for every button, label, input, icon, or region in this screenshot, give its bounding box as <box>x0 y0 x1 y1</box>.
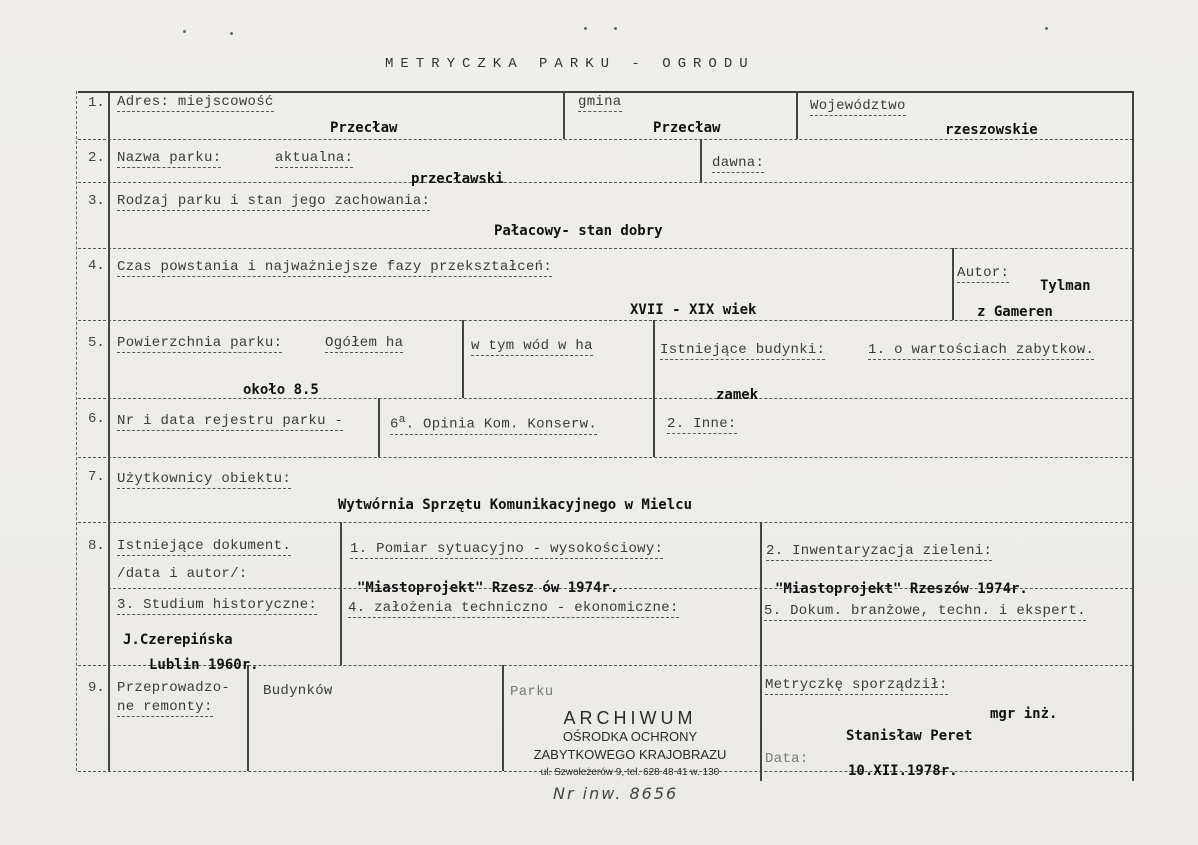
archive-stamp-title: ARCHIWUM <box>563 708 697 728</box>
repairs-label-2: ne remonty: <box>117 699 213 715</box>
r1-divider-2 <box>796 91 798 139</box>
survey-value: "Miastoprojekt" Rzesz ów 1974r. <box>357 580 619 596</box>
study-value-2: Lublin 1960r. <box>149 657 259 673</box>
users-value: Wytwórnia Sprzętu Komunikacyjnego w Mielcu <box>338 497 693 513</box>
opinion-number: 6 <box>390 416 399 433</box>
dust-mark <box>614 27 617 30</box>
opinion-text: . Opinia Kom. Konserw. <box>405 416 598 433</box>
row-line-top <box>78 91 1133 93</box>
repairs-buildings-label: Budynków <box>263 683 333 699</box>
period-value: XVII - XIX wiek <box>630 302 757 318</box>
former-name-label: dawna: <box>712 155 765 171</box>
author-value-1: Tylman <box>1040 278 1091 294</box>
archive-stamp-line-2: OŚRODKA OCHRONY <box>562 729 698 744</box>
dust-mark <box>1045 27 1048 30</box>
sector-docs-label: 5. Dokum. branżowe, techn. i ekspert. <box>764 603 1086 619</box>
author-label: Autor: <box>957 265 1010 281</box>
study-value-1: J.Czerepińska <box>123 632 233 648</box>
row-number-3: 3. <box>88 193 105 209</box>
documents-label-2: /data i autor/: <box>117 566 248 582</box>
users-label: Użytkownicy obiektu: <box>117 471 292 487</box>
buildings-value: zamek <box>716 387 759 403</box>
row-line-4 <box>78 320 1133 321</box>
inventory-value: "Miastoprojekt" Rzeszów 1974r. <box>775 581 1028 597</box>
dust-mark <box>584 27 587 30</box>
inventory-label: 2. Inwentaryzacja zieleni: <box>766 543 993 559</box>
row-line-2 <box>78 182 1133 183</box>
current-name-value: przecławski <box>411 171 504 187</box>
r5-divider-1 <box>462 320 464 398</box>
compiler-title: mgr inż. <box>990 706 1058 722</box>
archive-stamp-line-3: ZABYTKOWEGO KRAJOBRAZU <box>533 747 727 762</box>
row-number-6: 6. <box>88 411 105 427</box>
dust-mark <box>183 30 186 33</box>
compiler-label: Metryczkę sporządził: <box>765 677 948 693</box>
documents-label-1: Istniejące dokument. <box>117 538 292 554</box>
gmina-label: gmina <box>578 94 622 110</box>
buildings-label: Istniejące budynki: <box>660 342 826 358</box>
gmina-value: Przecław <box>653 120 721 136</box>
r9-divider-1 <box>247 665 249 771</box>
buildings-sub-label: 1. o wartościach zabytkow. <box>868 342 1095 358</box>
r6-divider-2 <box>653 398 655 457</box>
r9-divider-2 <box>502 665 504 771</box>
inventory-number-handwritten: Nr inw. 8656 <box>553 784 679 803</box>
row-line-5 <box>78 398 1133 399</box>
r9-divider-3 <box>760 665 762 781</box>
survey-label: 1. Pomiar sytuacyjno - wysokościowy: <box>350 541 664 557</box>
repairs-park-label: Parku <box>510 684 554 700</box>
row-number-9: 9. <box>88 680 105 696</box>
area-label: Powierzchnia parku: <box>117 335 283 351</box>
dust-mark <box>230 32 233 35</box>
r6-divider-1 <box>378 398 380 457</box>
total-area-value: około 8.5 <box>243 382 319 398</box>
period-label: Czas powstania i najważniejsze fazy przekształceń: <box>117 259 553 275</box>
row-line-6 <box>78 457 1133 458</box>
address-value: Przecław <box>330 120 398 136</box>
document-title: METRYCZKA PARKU - OGRODU <box>385 56 755 72</box>
park-name-label: Nazwa parku: <box>117 150 222 166</box>
current-name-label: aktualna: <box>275 150 354 166</box>
row-line-7 <box>78 522 1133 523</box>
voivodeship-label: Województwo <box>810 98 906 114</box>
row-number-8: 8. <box>88 538 105 554</box>
tech-econ-label: 4. założenia techniczno - ekonomiczne: <box>348 600 679 616</box>
r1-divider-1 <box>563 91 565 139</box>
frame-right-line <box>1132 91 1134 781</box>
date-value: 10.XII.1978r. <box>848 763 958 779</box>
register-label: Nr i data rejestru parku - <box>117 413 344 429</box>
opinion-superscript: a <box>398 414 406 426</box>
row-line-3 <box>78 248 1133 249</box>
opinion-label <box>390 414 597 435</box>
r8-divider-1 <box>340 522 342 665</box>
row-number-5: 5. <box>88 335 105 351</box>
compiler-name: Stanisław Peret <box>846 728 973 744</box>
r8-divider-2 <box>760 522 762 665</box>
park-type-value: Pałacowy- stan dobry <box>494 223 663 239</box>
study-label: 3. Studium historyczne: <box>117 597 318 613</box>
row-number-2: 2. <box>88 150 105 166</box>
row-number-7: 7. <box>88 469 105 485</box>
r5-divider-2 <box>653 320 655 398</box>
total-area-label: Ogółem ha <box>325 335 404 351</box>
archive-stamp-address: ul. Szwoleżerów 9, tel. 628 48 41 w. 130 <box>540 767 720 778</box>
frame-left-line <box>76 91 77 771</box>
author-value-2: z Gameren <box>977 304 1053 320</box>
row-number-1: 1. <box>88 95 105 111</box>
park-type-label: Rodzaj parku i stan jego zachowania: <box>117 193 431 209</box>
r4-divider <box>952 248 954 320</box>
row-number-4: 4. <box>88 258 105 274</box>
address-label: Adres: miejscowość <box>117 94 274 110</box>
row-line-1 <box>78 139 1133 140</box>
number-column-line <box>108 91 110 771</box>
other-label: 2. Inne: <box>667 416 737 432</box>
date-label: Data: <box>765 751 809 767</box>
r2-divider <box>700 139 702 182</box>
repairs-label-1: Przeprowadzo- <box>117 680 231 696</box>
voivodeship-value: rzeszowskie <box>945 122 1038 138</box>
water-area-label: w tym wód w ha <box>471 338 593 354</box>
